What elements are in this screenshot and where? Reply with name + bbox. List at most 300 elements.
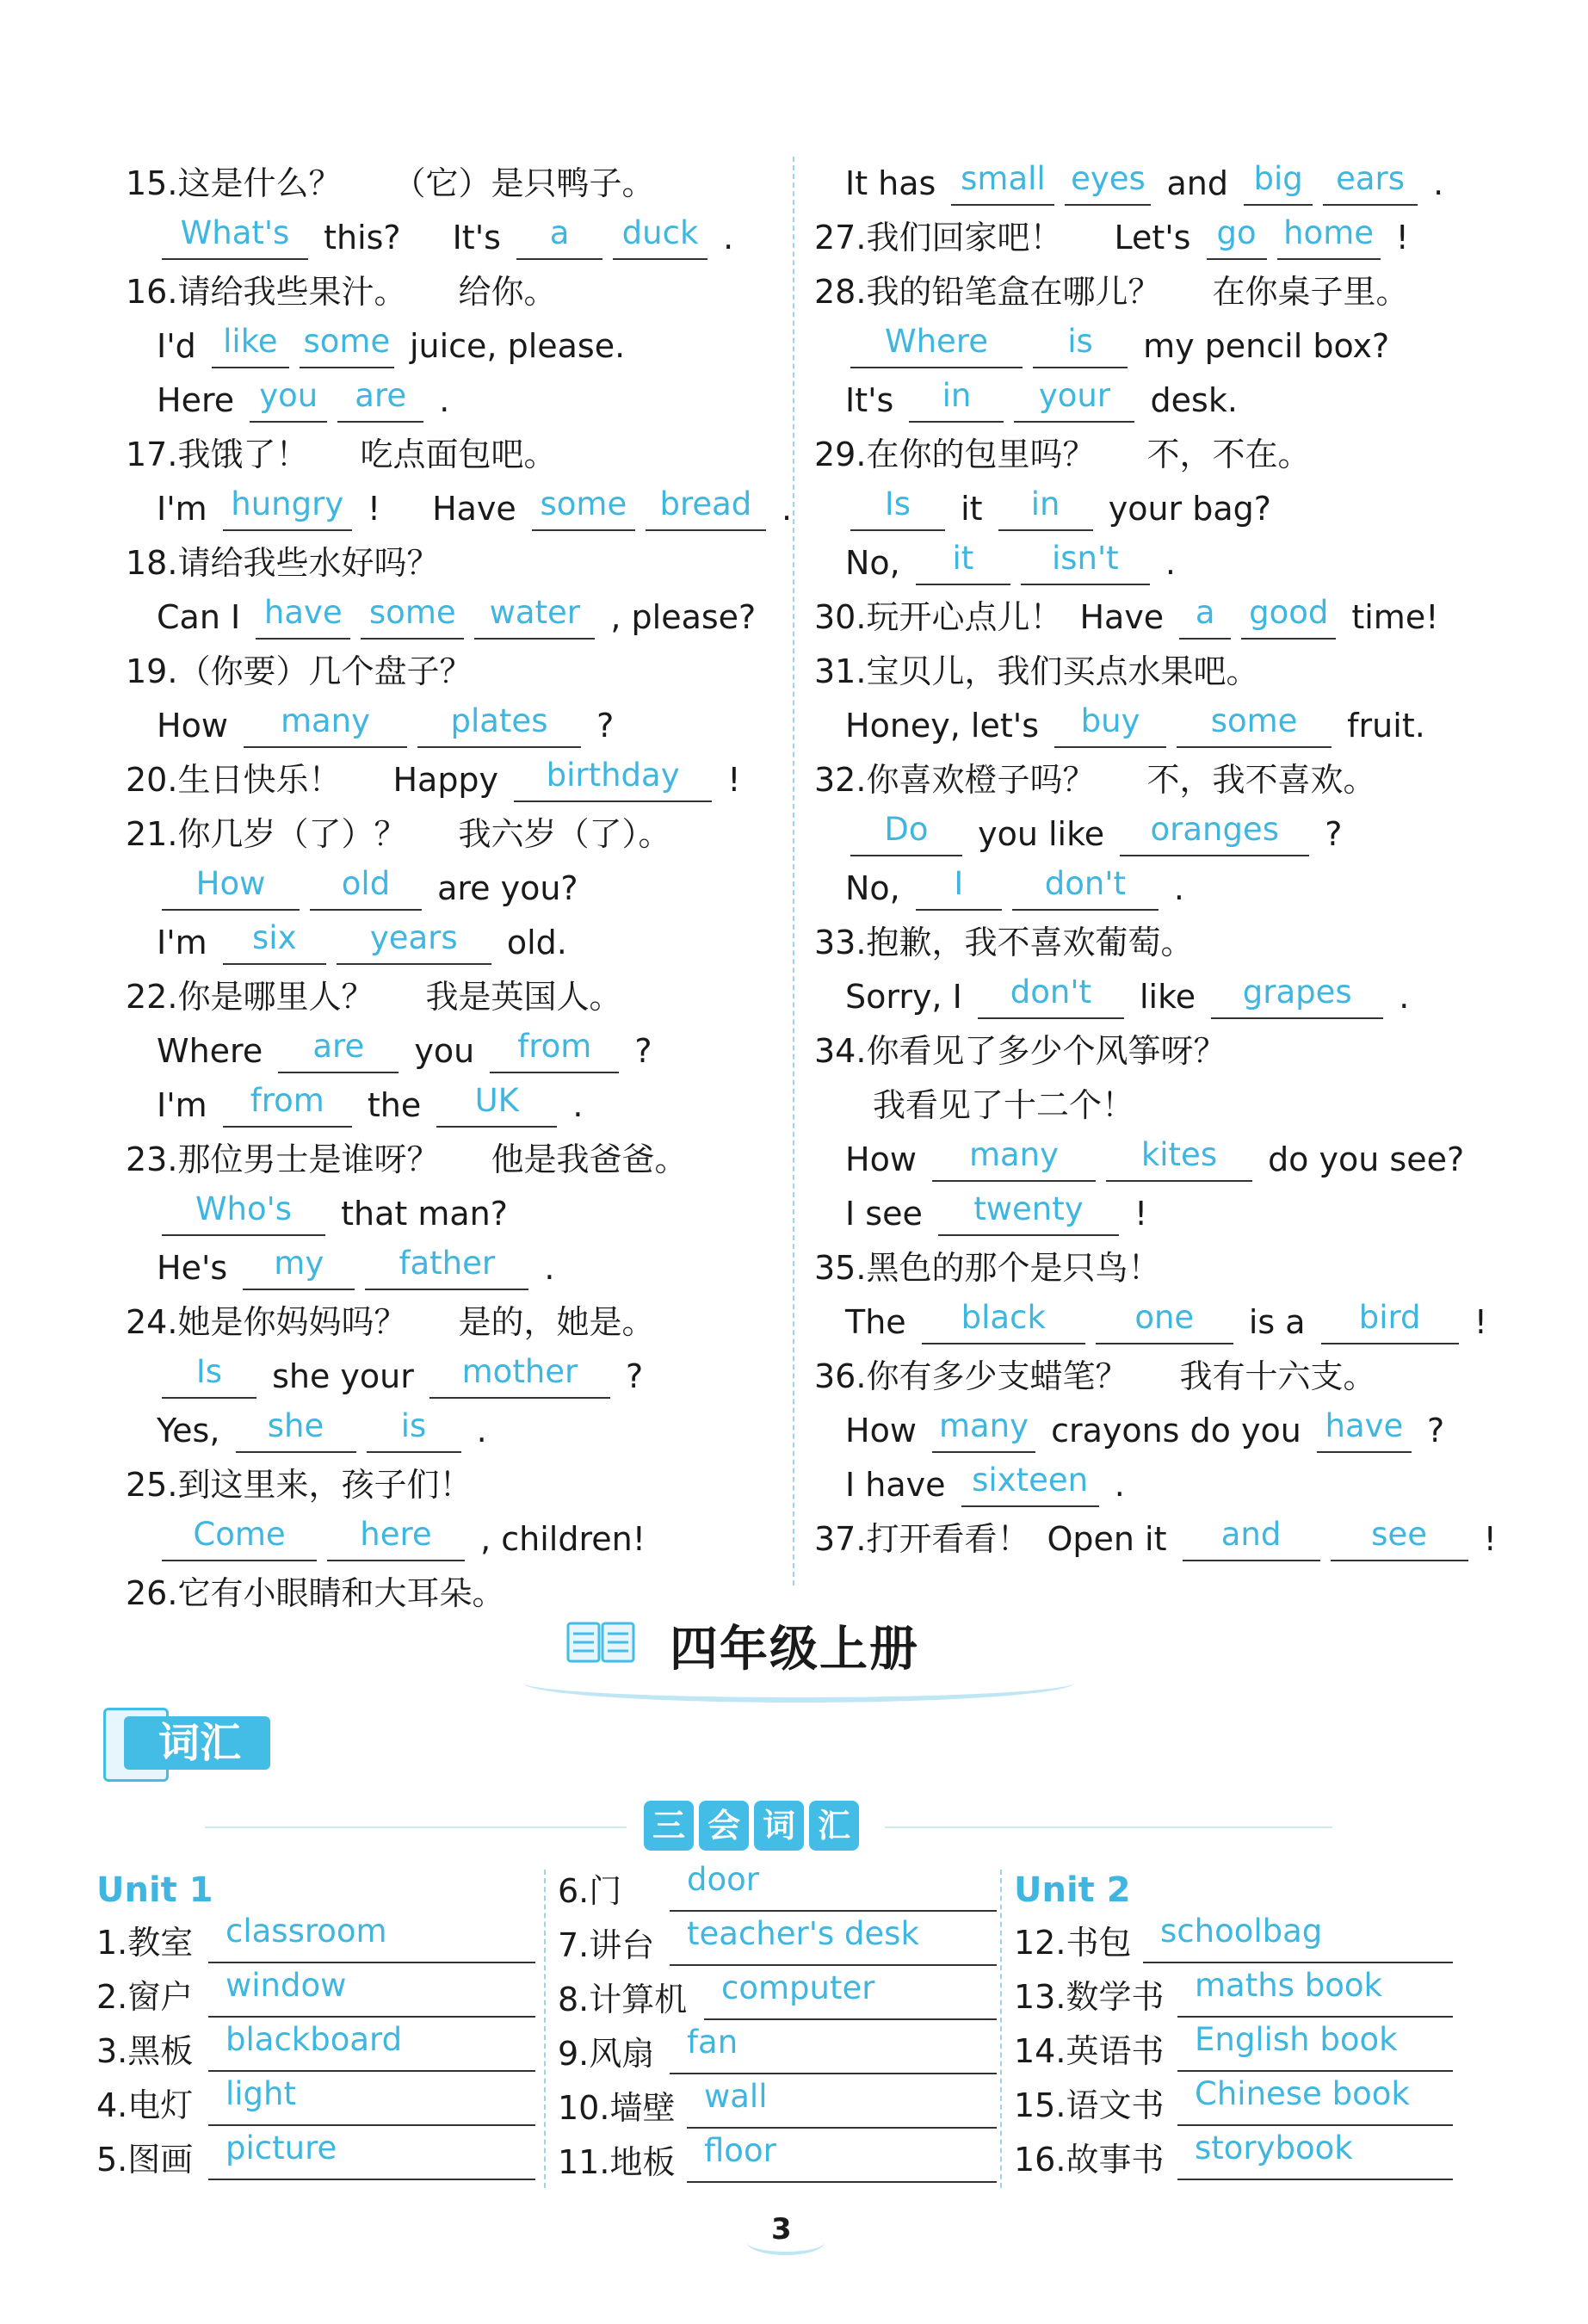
answer-text: Come — [193, 1516, 286, 1553]
answer-blank — [922, 1299, 1085, 1344]
answer-blank — [514, 757, 712, 802]
question-line — [126, 157, 780, 211]
question-number: 23. — [126, 1140, 178, 1178]
vocab-number: 16. — [1014, 2141, 1066, 2179]
unit-heading: Unit 2 — [1014, 1870, 1131, 1910]
answer-text: don't — [1044, 865, 1126, 902]
answer-text: home — [1283, 214, 1375, 251]
vocab-number: 5. — [96, 2141, 128, 2179]
vocab-number: 11. — [558, 2143, 610, 2181]
sentence-text: she your — [262, 1357, 424, 1395]
sanhui-header — [205, 1801, 1367, 1852]
question-chinese: 打开看看！ — [866, 1520, 1030, 1558]
question-chinese: 你是哪里人？ — [177, 978, 374, 1016]
sentence-text: . — [1103, 1466, 1125, 1504]
answer-blank — [162, 1516, 317, 1561]
answer-blank — [223, 1082, 352, 1128]
sentence-text: Have — [432, 490, 527, 528]
answer-text: Do — [884, 811, 929, 848]
answer-text: some — [1210, 702, 1298, 739]
question-secondary: 是的，她是。 — [458, 1303, 655, 1341]
answer-text: buy — [1080, 702, 1140, 739]
answer-text: go — [1216, 214, 1257, 251]
sentence-text: do you see? — [1257, 1140, 1465, 1178]
sentence-text: is a — [1238, 1303, 1316, 1341]
sentence-text: Yes, — [157, 1412, 231, 1449]
vocab-chinese: 墙壁 — [609, 2089, 676, 2127]
answer-blank — [300, 323, 394, 368]
question-chinese: （你要）几个盘子？ — [177, 652, 473, 690]
vocab-column-1 — [96, 1864, 561, 2187]
vocab-row — [558, 2132, 1005, 2190]
question-chinese: 你喜欢橙子吗？ — [866, 761, 1096, 799]
question-secondary: Let's — [1114, 219, 1202, 257]
sentence-text: your bag? — [1097, 490, 1271, 528]
question-chinese: 我们回家吧！ — [866, 219, 1063, 257]
question-line — [814, 590, 1520, 645]
answer-text: my — [274, 1245, 324, 1282]
question-number: 36. — [814, 1357, 867, 1395]
answer-blank — [367, 1407, 461, 1453]
question-secondary: 在你桌子里。 — [1212, 273, 1409, 311]
sentence-text: my pencil box? — [1133, 327, 1390, 365]
question-number: 29. — [814, 436, 867, 473]
answer-text: good — [1249, 594, 1329, 631]
question-number: 34. — [814, 1032, 867, 1070]
sanhui-chars — [644, 1801, 864, 1851]
answer-text: are — [312, 1028, 365, 1065]
answer-line — [126, 1079, 780, 1133]
vocab-chinese: 计算机 — [589, 1981, 688, 2018]
workbook-page — [24, 36, 1539, 2300]
sentence-text: I see — [845, 1195, 933, 1233]
question-secondary: 我六岁（了）。 — [458, 815, 671, 853]
question-chinese: 你有多少支蜡笔？ — [866, 1357, 1128, 1395]
question-secondary: Have — [1079, 598, 1175, 636]
sentence-text: . — [713, 219, 734, 257]
sentence-text: ! — [1463, 1303, 1487, 1341]
answer-text: six — [252, 919, 297, 956]
answer-blank — [490, 1028, 619, 1073]
question-line — [126, 428, 780, 482]
question-chinese: 你看见了多少个风筝呀？ — [866, 1032, 1227, 1070]
answer-text: she — [267, 1407, 324, 1444]
vocab-chinese: 语文书 — [1066, 2086, 1165, 2124]
question-secondary: 吃点面包吧。 — [360, 436, 557, 473]
sentence-text: . — [1163, 869, 1185, 907]
vocab-answer: computer — [721, 1969, 875, 2006]
vocab-row — [558, 1969, 1005, 2027]
vocab-answer-line — [208, 2179, 535, 2180]
answer-blank — [417, 702, 581, 748]
answer-blank — [909, 377, 1004, 423]
answer-text: twenty — [973, 1190, 1084, 1227]
answer-line — [814, 482, 1520, 536]
answer-blank — [223, 485, 352, 531]
sentence-text: this? — [313, 219, 401, 257]
answer-blank — [1033, 323, 1128, 368]
answer-line — [814, 1295, 1520, 1350]
sentence-text: you like — [967, 815, 1115, 853]
answer-text: small — [961, 160, 1046, 197]
sentence-text: . — [770, 490, 793, 528]
page-number: 3 — [771, 2212, 792, 2247]
vocab-divider — [544, 1870, 546, 2188]
answer-text: have — [1325, 1407, 1404, 1444]
vocab-answer: schoolbag — [1160, 1913, 1323, 1950]
vocab-badge — [98, 1708, 270, 1777]
question-number: 21. — [126, 815, 178, 853]
answer-line — [126, 699, 780, 753]
question-chinese: 这是什么？ — [177, 164, 342, 202]
question-number: 22. — [126, 978, 178, 1016]
question-chinese: 生日快乐！ — [177, 761, 342, 799]
sentence-text: It's — [452, 219, 512, 257]
answer-text: from — [250, 1082, 324, 1119]
vocab-answer: floor — [704, 2132, 776, 2169]
title-arc-decoration — [523, 1663, 1074, 1703]
right-column — [814, 157, 1520, 1567]
vocab-row — [1014, 2129, 1479, 2187]
sentence-text: Where — [157, 1032, 274, 1070]
question-line — [126, 753, 780, 807]
vocab-chinese: 书包 — [1066, 1924, 1132, 1962]
sentence-text: It's — [845, 381, 905, 419]
answer-text: are — [355, 377, 407, 414]
question-secondary: Happy — [392, 761, 510, 799]
answer-blank — [327, 1516, 465, 1561]
answer-blank — [1183, 1516, 1320, 1561]
question-chinese: 请给我些果汁。 — [177, 273, 407, 311]
question-chinese: 宝贝儿，我们买点水果吧。 — [866, 652, 1259, 690]
answer-text: many — [968, 1136, 1060, 1173]
answer-line — [814, 1133, 1520, 1187]
question-secondary: Open it — [1047, 1520, 1177, 1558]
answer-text: you — [259, 377, 318, 414]
answer-text: Who's — [195, 1190, 293, 1227]
vocab-row — [96, 2021, 561, 2079]
answer-text: and — [1220, 1516, 1282, 1553]
question-chinese: 我饿了！ — [177, 436, 309, 473]
answer-line — [126, 319, 780, 374]
vocab-divider — [1000, 1870, 1002, 2188]
answer-line — [126, 1350, 780, 1404]
sentence-tail: ! — [717, 761, 741, 799]
question-line — [814, 1024, 1520, 1079]
answer-blank — [938, 1190, 1119, 1236]
answer-line — [126, 862, 780, 916]
answer-text: years — [369, 919, 458, 956]
sentence-text: ? — [624, 1032, 652, 1070]
question-secondary: 他是我爸爸。 — [491, 1140, 688, 1178]
vocab-number: 8. — [558, 1981, 590, 2018]
answer-text: isn't — [1052, 540, 1119, 577]
answer-blank — [646, 485, 766, 531]
answer-blank — [1277, 214, 1381, 260]
question-line — [814, 211, 1520, 265]
vocab-answer-line — [1177, 2179, 1453, 2180]
answer-text: it — [952, 540, 974, 577]
vocab-column-3 — [1014, 1864, 1479, 2187]
vocab-answer: maths book — [1195, 1967, 1382, 2004]
answer-blank — [1211, 973, 1383, 1019]
answer-line — [814, 374, 1520, 428]
answer-line — [814, 1458, 1520, 1512]
question-chinese: 请给我些水好吗？ — [177, 544, 440, 582]
vocab-number: 9. — [558, 2035, 590, 2073]
answer-text: UK — [474, 1082, 519, 1119]
sanhui-char: 会 — [699, 1801, 749, 1851]
question-line — [126, 1295, 780, 1350]
answer-text: big — [1253, 160, 1303, 197]
answer-blank — [532, 485, 635, 531]
answer-text: your — [1038, 377, 1111, 414]
sentence-tail: time! — [1341, 598, 1439, 636]
question-line — [126, 1458, 780, 1512]
vocab-answer: teacher's desk — [687, 1915, 919, 1952]
answer-blank — [365, 1245, 528, 1290]
vocab-number: 1. — [96, 1924, 128, 1962]
answer-blank — [162, 865, 300, 911]
answer-text: is — [400, 1407, 427, 1444]
sentence-text: ? — [615, 1357, 644, 1395]
sentence-tail: ! — [1473, 1520, 1497, 1558]
vocab-chinese: 窗户 — [127, 1978, 194, 2016]
question-number: 35. — [814, 1249, 867, 1287]
vocab-answer: classroom — [226, 1913, 387, 1950]
answer-blank — [932, 1136, 1096, 1182]
question-number: 37. — [814, 1520, 867, 1558]
answer-blank — [916, 540, 1010, 585]
answer-line — [814, 319, 1520, 374]
answer-line — [814, 862, 1520, 916]
answer-blank — [1065, 160, 1151, 206]
answer-text: don't — [1010, 973, 1092, 1011]
question-secondary: 我有十六支。 — [1179, 1357, 1376, 1395]
question-line — [126, 645, 780, 699]
answer-text: some — [303, 323, 391, 360]
answer-text: some — [368, 594, 456, 631]
answer-blank — [361, 594, 464, 640]
vocab-number: 6. — [558, 1872, 590, 1910]
answer-text: grapes — [1242, 973, 1352, 1011]
question-chinese: 你几岁（了）？ — [177, 815, 407, 853]
answer-blank — [1014, 377, 1134, 423]
question-chinese: 黑色的那个是只鸟！ — [866, 1249, 1161, 1287]
answer-blank — [961, 1462, 1099, 1507]
answer-blank — [1317, 1407, 1412, 1453]
vocab-chinese: 电灯 — [127, 2086, 194, 2124]
vocab-answer: wall — [704, 2078, 768, 2115]
question-number: 26. — [126, 1574, 178, 1612]
answer-text: in — [1030, 485, 1060, 522]
answer-blank — [613, 214, 707, 260]
sentence-text: are you? — [427, 869, 578, 907]
answer-blank — [1323, 160, 1418, 206]
sentence-text: I'd — [157, 327, 207, 365]
answer-text: black — [961, 1299, 1046, 1336]
answer-line — [126, 916, 780, 970]
question-number: 25. — [126, 1466, 178, 1504]
sentence-text: . — [562, 1086, 584, 1124]
vocab-number: 14. — [1014, 2032, 1066, 2070]
sentence-text: He's — [157, 1249, 238, 1287]
sanhui-rule-right — [885, 1826, 1332, 1828]
question-number: 31. — [814, 652, 867, 690]
sentence-text: How — [157, 707, 238, 745]
answer-text: duck — [621, 214, 699, 251]
answer-blank — [337, 919, 491, 965]
vocab-answer: English book — [1195, 2021, 1398, 2058]
question-line — [814, 753, 1520, 807]
sentence-text: No, — [845, 869, 911, 907]
sentence-text: It has — [845, 164, 947, 202]
question-chinese: 那位男士是谁呀？ — [177, 1140, 440, 1178]
sentence-text: crayons do you — [1040, 1412, 1312, 1449]
vocab-answer: light — [226, 2075, 297, 2112]
answer-line — [814, 1079, 1520, 1133]
answer-text: plates — [450, 702, 548, 739]
vocab-chinese: 黑板 — [127, 2032, 194, 2070]
answer-line — [126, 1187, 780, 1241]
question-chinese: 它有小眼睛和大耳朵。 — [177, 1574, 505, 1612]
sentence-text: Can I — [157, 598, 251, 636]
question-chinese: 我看见了十二个！ — [873, 1086, 1135, 1124]
answer-blank — [850, 323, 1023, 368]
sentence-text: ? — [585, 707, 615, 745]
sentence-text: I'm — [157, 924, 218, 961]
answer-blank — [1241, 594, 1336, 640]
sanhui-char: 汇 — [809, 1801, 859, 1851]
sentence-text: How — [845, 1412, 927, 1449]
vocab-answer: storybook — [1195, 2129, 1353, 2166]
sentence-text: . — [429, 381, 450, 419]
question-line — [814, 1512, 1520, 1567]
sentence-text: I have — [845, 1466, 956, 1504]
answer-text: a — [1195, 594, 1215, 631]
vocab-column-2 — [558, 1861, 1005, 2190]
vocab-answer: door — [687, 1861, 759, 1898]
vocab-label: 词汇 — [158, 1719, 242, 1767]
book-icon — [566, 1616, 635, 1665]
sentence-text: . — [1154, 544, 1177, 582]
question-chinese: 玩开心点儿！ — [866, 598, 1063, 636]
vocab-chinese: 教室 — [127, 1924, 194, 1962]
question-number: 28. — [814, 273, 867, 311]
answer-text: hungry — [231, 485, 344, 522]
question-secondary: 我是英国人。 — [425, 978, 622, 1016]
sentence-text: Honey, let's — [845, 707, 1050, 745]
question-chinese: 在你的包里吗？ — [866, 436, 1096, 473]
vocab-chinese: 图画 — [127, 2141, 194, 2179]
sentence-text: Sorry, I — [845, 978, 973, 1016]
answer-blank — [474, 594, 595, 640]
sentence-text: old. — [496, 924, 567, 961]
answer-blank — [243, 1245, 355, 1290]
question-number: 32. — [814, 761, 867, 799]
question-secondary: 给你。 — [458, 273, 557, 311]
grade-title: 四年级上册 — [670, 1621, 919, 1678]
answer-blank — [951, 160, 1054, 206]
answer-text: have — [263, 594, 343, 631]
answer-line — [126, 211, 780, 265]
answer-blank — [256, 594, 350, 640]
vocab-chinese: 英语书 — [1066, 2032, 1165, 2070]
answer-blank — [162, 1190, 325, 1236]
answer-text: some — [540, 485, 627, 522]
question-chinese: 抱歉，我不喜欢葡萄。 — [866, 924, 1194, 961]
vocab-number: 13. — [1014, 1978, 1066, 2016]
sentence-text: , please? — [600, 598, 757, 636]
answer-text: How — [195, 865, 266, 902]
question-number: 27. — [814, 219, 867, 257]
answer-text: like — [223, 323, 278, 360]
question-number: 33. — [814, 924, 867, 961]
sentence-text: like — [1128, 978, 1207, 1016]
question-secondary: 不，我不喜欢。 — [1146, 761, 1376, 799]
vocab-answer-line — [687, 2181, 997, 2183]
answer-blank — [1177, 702, 1332, 748]
vocab-answer-line — [704, 2018, 997, 2020]
answer-blank — [1054, 702, 1166, 748]
answer-text: many — [938, 1407, 1029, 1444]
question-line — [814, 1241, 1520, 1295]
sentence-text: . — [1423, 164, 1444, 202]
answer-text: mother — [461, 1353, 578, 1390]
answer-blank — [1106, 1136, 1252, 1182]
answer-blank — [278, 1028, 399, 1073]
grade-section-header — [523, 1611, 1074, 1697]
answer-line — [814, 157, 1520, 211]
vocab-number: 10. — [558, 2089, 610, 2127]
answer-blank — [1207, 214, 1267, 260]
answer-blank — [1021, 540, 1150, 585]
answer-line — [126, 482, 793, 536]
answer-text: see — [1371, 1516, 1427, 1553]
question-secondary: 不，不在。 — [1146, 436, 1311, 473]
answer-blank — [1321, 1299, 1459, 1344]
sentence-text: that man? — [331, 1195, 508, 1233]
answer-text: bird — [1358, 1299, 1421, 1336]
sentence-text: desk. — [1140, 381, 1238, 419]
question-number: 18. — [126, 544, 178, 582]
question-line — [814, 916, 1520, 970]
answer-text: Is — [195, 1353, 223, 1390]
answer-blank — [162, 1353, 256, 1399]
sentence-text: and — [1156, 164, 1239, 202]
answer-text: kites — [1140, 1136, 1218, 1173]
answer-text: from — [517, 1028, 592, 1065]
question-line — [126, 265, 780, 319]
answer-blank — [310, 865, 422, 911]
answer-text: in — [942, 377, 972, 414]
answer-text: birthday — [546, 757, 680, 794]
sentence-tail: ! — [1385, 219, 1409, 257]
answer-line — [814, 807, 1520, 862]
question-line — [814, 645, 1520, 699]
vocab-chinese: 门 — [589, 1872, 622, 1910]
question-number: 30. — [814, 598, 867, 636]
answer-line — [126, 590, 780, 645]
vocab-answer: Chinese book — [1195, 2075, 1410, 2112]
sentence-text: juice, please. — [399, 327, 626, 365]
answer-text: Where — [885, 323, 988, 360]
sentence-text: Here — [157, 381, 245, 419]
answer-text: water — [489, 594, 580, 631]
answer-blank — [978, 973, 1124, 1019]
vocab-chinese: 地板 — [609, 2143, 676, 2181]
answer-blank — [436, 1082, 557, 1128]
